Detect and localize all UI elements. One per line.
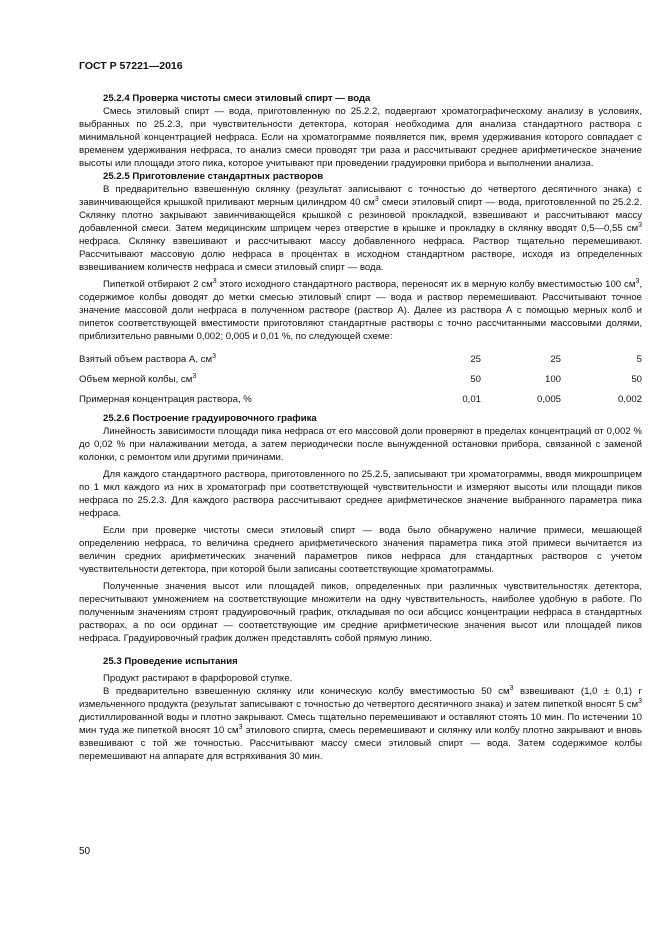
row-label: Взятый объем раствора А, $см^3$ — [79, 352, 216, 365]
table-cell: 5 — [636, 353, 642, 365]
paragraph: Для каждого стандартного раствора, приготовленного по 25.2.5, записывают три хроматограммы, вводя микрошприцем по 1 мкл каждого из них в хроматограф при соответствующей чувствительности и измеряют высоты или площади пиков нефраса по 25.2.3. Для каждого раствора рассчитывают среднее арифметическое значение выбранного параметра пика нефраса. — [79, 469, 642, 519]
table-cell: 0,01 — [462, 393, 481, 405]
paragraph: В предварительно взвешенную склянку (результат записывают с точностью до четвертого десятичного знака) с завинчивающейся крышкой приливают мерным цилиндром 40 $см^3$ смеси этиловый спирт — вода, приготовленной по 25.2.2. Склянку плотно закрывают завинчивающейся крышкой с резиновой прокладкой, взвешивают и рассчитывают массу добавленной смеси. Затем медицинским шприцем через отверстие в крышке и прокладку в склянку вводят 0,5—0,55 $см^3$ нефраса. Склянку взвешивают и рассчитывают массу добавленного нефраса. Раствор тщательно перемешивают. Рассчитывают массовую долю нефраса в процентах в исходном стандартном растворе, исходя из определенных взвешиванием количеств нефраса и смеси этиловый спирт — вода. — [79, 184, 642, 273]
dilution-scheme-table — [79, 349, 642, 409]
table-cell: 100 — [544, 373, 561, 385]
page-body — [79, 92, 642, 763]
paragraph: В предварительно взвешенную склянку или коническую колбу вместимостью 50 $см^3$ взвешивают (1,0 ± 0,1) г измельченного продукта (результат записывают с точностью до четвертого десятичного знака) и затем пипеткой вносят 5 $см^3$ дистиллированной воды и плотно закрывают. Смесь тщательно перемешивают и оставляют стоять 10 мин. По истечении 10 мин туда же пипеткой вносят 10 $см^3$ этилового спирта, смесь перемешивают и склянку или колбу плотно закрывают и вновь взвешивают с той же точностью. Рассчитывают массу смеси этиловый спирт — вода. Затем содержимое колбы перемешивают на аппарате для встряхивания 30 мин. — [79, 685, 642, 762]
paragraph: Продукт растирают в фарфоровой ступке. — [103, 673, 293, 684]
section-heading-25-2-4: 25.2.4 Проверка чистоты смеси этиловый спирт — вода — [103, 93, 371, 104]
section-heading-25-2-5: 25.2.5 Приготовление стандартных растворов — [103, 171, 324, 182]
table-cell: 50 — [631, 373, 642, 385]
paragraph: Пипеткой отбирают 2 $см^3$ этого исходного стандартного раствора, переносят их в мерную колбу вместимостью 100 $см^3$, содержимое колбы доводят до метки смесью этиловый спирт — вода и раствор перемешивают. Рассчитывают точное значение массовой доли нефраса в полученном растворе (раствор А). Далее из раствора А с помощью мерных колб и пипеток соответствующей вместимости приготовляют стандартные растворы с точно рассчитанными массовыми долями, приблизительно равными 0,002; 0,005 и 0,01 %, по следующей схеме: — [79, 278, 643, 342]
row-label: Примерная концентрация раствора, % — [79, 393, 252, 405]
table-cell: 25 — [550, 353, 561, 365]
paragraph: Если при проверке чистоты смеси этиловый спирт — вода было обнаружено наличие примеси, мешающей определению нефраса, то величина среднего арифметического значения параметра пика этой примеси вычитается из величин средних арифметических значений параметров пиков нефраса для стандартных растворов с учетом чувствительности детектора, при которой были записаны соответствующие хроматограммы. — [79, 525, 642, 575]
paragraph: Полученные значения высот или площадей пиков, определенных при различных чувствительностях детектора, пересчитывают умножением на соответствующие множители на одну чувствительность, наиболее удобную в работе. По полученным значениям строят градуировочный график, откладывая по оси абсцисс концентрации нефраса в стандартных растворах, а по оси ординат — соответствующие им средние арифметические значения высот или площадей пиков нефраса. Градуировочный график должен представлять собой прямую линию. — [79, 581, 642, 644]
page-number: 50 — [79, 846, 91, 857]
table-row — [79, 389, 642, 409]
table-row — [79, 369, 642, 389]
table-cell: 0,002 — [617, 393, 642, 405]
table-cell: 25 — [470, 353, 481, 365]
table-cell: 0,005 — [536, 393, 561, 405]
paragraph: Линейность зависимости площади пика нефраса от его массовой доли проверяют в пределах концентраций от 0,002 % до 0,02 % при налаживании метода, а затем периодически после вынужденной остановки прибора, связанной с заменой колонки, с ремонтом или другими причинами. — [79, 426, 642, 463]
section-heading-25-2-6: 25.2.6 Построение градуировочного графика — [103, 413, 317, 424]
table-cell: 50 — [470, 373, 481, 385]
section-heading-25-3: 25.3 Проведение испытания — [103, 656, 238, 667]
document-header: ГОСТ Р 57221—2016 — [79, 60, 183, 72]
row-label: Объем мерной колбы, $см^3$ — [79, 372, 197, 385]
table-row — [79, 349, 642, 369]
paragraph: Смесь этиловый спирт — вода, приготовленную по 25.2.2, подвергают хроматографическому анализу в условиях, выбранных по 25.2.3, при чувствительности детектора, которая необходима для анализа стандартного раствора с минимальной концентрацией нефраса. Если на хроматограмме появляется пик, время удерживания которого совпадает с временем удерживания нефраса, то анализ смеси проводят три раза и рассчитывают среднее арифметическое значение высоты или площади этого пика, которое учитывают при проведении градуировки прибора и выполнении анализа. — [79, 106, 642, 169]
